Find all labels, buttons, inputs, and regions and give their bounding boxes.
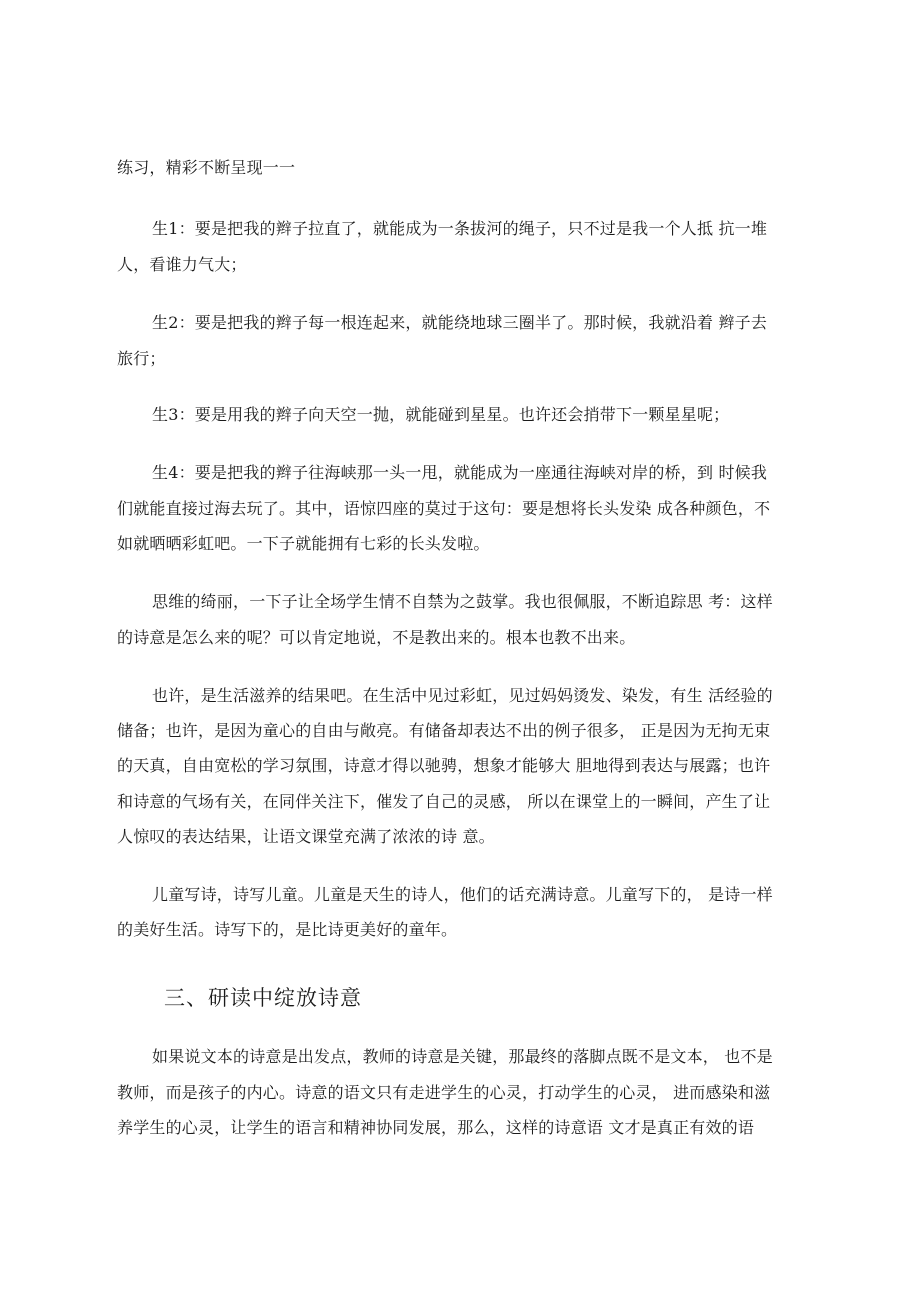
paragraph-line: 教师，而是孩子的内心。诗意的语文只有走进学生的心灵，打动学生的心灵， 进而感染和滋 [117,1083,771,1102]
paragraph-line: 的美好生活。诗写下的，是比诗更美好的童年。 [117,920,458,939]
paragraph-line: 的诗意是怎么来的呢？可以肯定地说，不是教出来的。根本也教不出来。 [117,628,636,647]
section-heading: 三、研读中绽放诗意 [164,986,362,1010]
paragraph-line: 练习，精彩不断呈现一一 [117,158,296,177]
paragraph-line: 如果说文本的诗意是出发点，教师的诗意是关键，那最终的落脚点既不是文本， 也不是 [152,1047,773,1066]
paragraph-line: 养学生的心灵，让学生的语言和精神协同发展，那么，这样的诗意语 文才是真正有效的语 [117,1118,755,1137]
paragraph-line: 人，看谁力气大； [117,255,247,274]
paragraph-line: 的天真，自由宽松的学习氛围，诗意才得以驰骋，想象才能够大 胆地得到表达与展露；也许 [117,756,771,775]
paragraph-line: 生1：要是把我的辫子拉直了，就能成为一条拔河的绳子，只不过是我一个人抵 抗一堆 [152,219,768,238]
paragraph-line: 也许，是生活滋养的结果吧。在生活中见过彩虹，见过妈妈烫发、染发，有生 活经验的 [152,686,773,705]
paragraph-line: 儿童写诗，诗写儿童。儿童是天生的诗人，他们的话充满诗意。儿童写下的， 是诗一样 [152,885,773,904]
paragraph-line: 人惊叹的表达结果，让语文课堂充满了浓浓的诗 意。 [117,827,495,846]
paragraph-line: 生2：要是把我的辫子每一根连起来，就能绕地球三圈半了。那时候，我就沿着 辫子去 [152,313,768,332]
paragraph-line: 储备；也许，是因为童心的自由与敞亮。有储备却表达不出的例子很多， 正是因为无拘无束 [117,721,771,740]
paragraph-line: 们就能直接过海去玩了。其中，语惊四座的莫过于这句：要是想将长头发染 成各种颜色，不 [117,499,771,518]
paragraph-line: 和诗意的气场有关，在同伴关注下，催发了自己的灵感， 所以在课堂上的一瞬间，产生了让 [117,792,771,811]
paragraph-line: 旅行； [117,349,166,368]
paragraph-line: 生4：要是把我的辫子往海峡那一头一甩，就能成为一座通往海峡对岸的桥，到 时候我 [152,463,768,482]
paragraph-line: 如就晒晒彩虹吧。一下子就能拥有七彩的长头发啦。 [117,534,490,553]
paragraph-line: 思维的绮丽，一下子让全场学生情不自禁为之鼓掌。我也很佩服，不断追踪思 考：这样 [152,592,773,611]
paragraph-line: 生3：要是用我的辫子向天空一抛，就能碰到星星。也许还会捎带下一颗星星呢； [152,405,730,424]
